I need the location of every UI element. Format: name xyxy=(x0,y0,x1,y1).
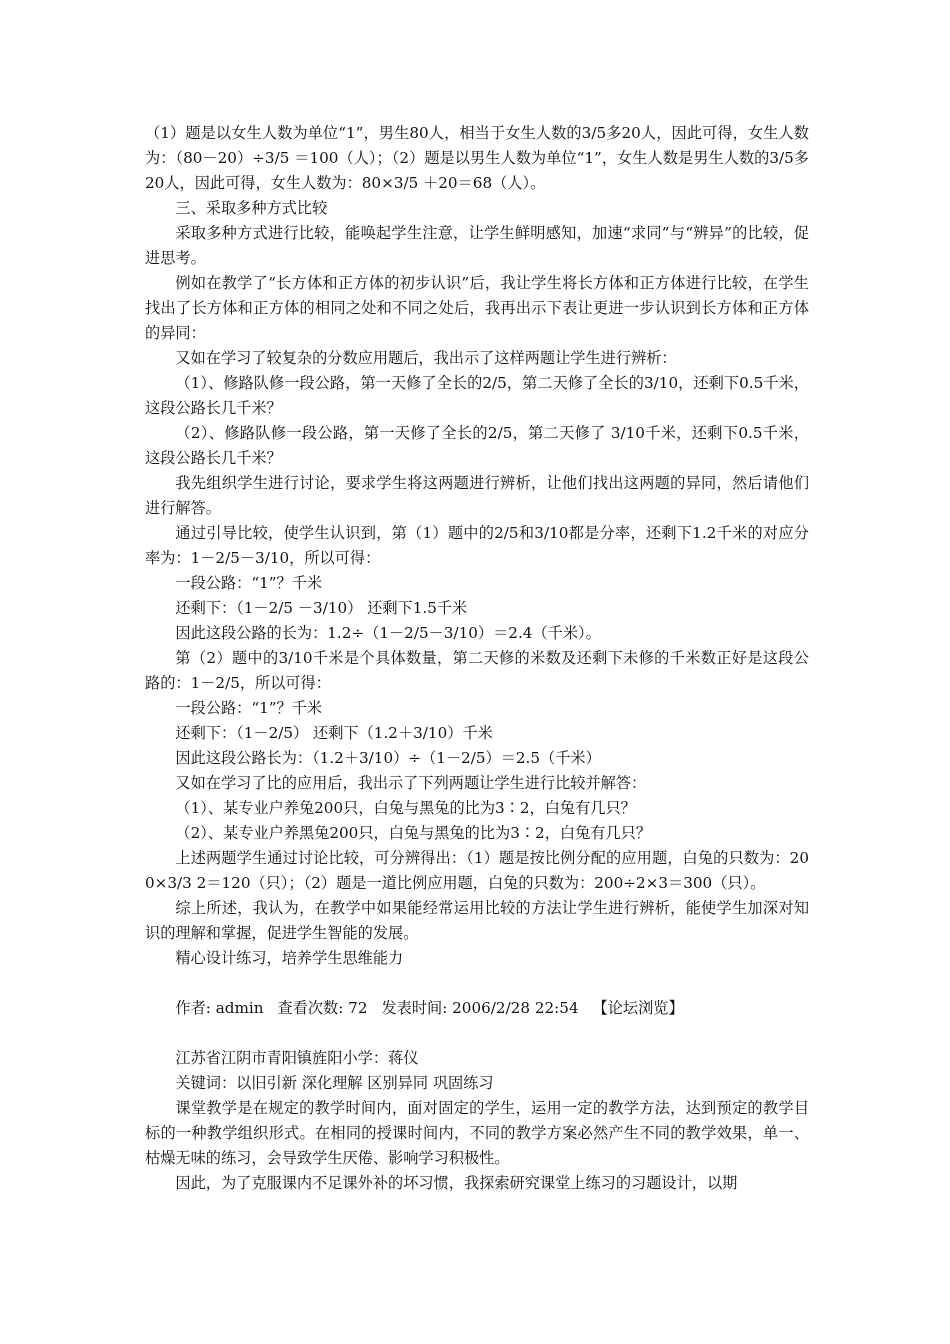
article-body-part1 xyxy=(145,121,809,971)
problem-statement: （1）、修路队修一段公路，第一天修了全长的2/5，第二天修了全长的3/10，还剩下0.5千米，这段公路长几千米？ xyxy=(145,374,809,417)
paragraph: 第（2）题中的3/10千米是个具体数量，第二天修的米数及还剩下未修的千米数正好是这段公路的：1－2/5，所以可得： xyxy=(145,649,809,692)
section-heading: 精心设计练习，培养学生思维能力 xyxy=(175,949,404,967)
article-body-part2 xyxy=(145,1046,809,1196)
keywords: 关键词：以旧引新 深化理解 区别异同 巩固练习 xyxy=(175,1074,494,1092)
paragraph: 采取多种方式进行比较，能唤起学生注意，让学生鲜明感知，加速“求同”与“辨异”的比较，促进思考。 xyxy=(145,224,809,267)
formula-line: 还剩下：（1－2/5 －3/10） 还剩下1.5千米 xyxy=(175,599,468,617)
blank-line xyxy=(145,1021,809,1046)
forum-browse-link[interactable]: 【论坛浏览】 xyxy=(592,999,684,1017)
paragraph: 上述两题学生通过讨论比较，可分辨得出：（1）题是按比例分配的应用题，白兔的只数为：200×3/3 2＝120（只）；（2）题是一道比例应用题，白兔的只数为：200÷2×3＝300（只）。 xyxy=(145,849,809,892)
paragraph: 通过引导比较，使学生认识到，第（1）题中的2/5和3/10都是分率，还剩下1.2千米的对应分率为：1－2/5－3/10，所以可得： xyxy=(145,524,809,567)
paragraph: 综上所述，我认为，在教学中如果能经常运用比较的方法让学生进行辨析，能使学生加深对知识的理解和掌握，促进学生智能的发展。 xyxy=(145,899,809,942)
problem-statement: （2）、修路队修一段公路，第一天修了全长的2/5，第二天修了 3/10千米，还剩下0.5千米，这段公路长几千米？ xyxy=(145,424,809,467)
author-affiliation: 江苏省江阴市青阳镇旌阳小学：蒋仪 xyxy=(175,1049,419,1067)
paragraph: 又如在学习了比的应用后，我出示了下列两题让学生进行比较并解答： xyxy=(175,774,647,792)
post-meta xyxy=(145,996,809,1021)
formula-line: 一段公路：“1”？千米 xyxy=(175,574,323,592)
paragraph: 我先组织学生进行讨论，要求学生将这两题进行辨析，让他们找出这两题的异同，然后请他们进行解答。 xyxy=(145,474,809,517)
view-count: 查看次数: 72 xyxy=(277,999,368,1017)
publish-time: 发表时间: 2006/2/28 22:54 xyxy=(381,999,579,1017)
document-page xyxy=(145,121,809,1196)
formula-line: 因此这段公路的长为：1.2÷（1－2/5－3/10）＝2.4（千米）。 xyxy=(175,624,601,642)
formula-line: 因此这段公路长为：（1.2＋3/10）÷（1－2/5）＝2.5（千米） xyxy=(175,749,601,767)
blank-line xyxy=(145,971,809,996)
author-label: 作者: admin xyxy=(175,999,264,1017)
paragraph: 课堂教学是在规定的教学时间内，面对固定的学生，运用一定的教学方法，达到预定的教学目标的一种教学组织形式。在相同的授课时间内，不同的教学方案必然产生不同的教学效果，单一、枯燥无味的练习，会导致学生厌倦、影响学习积极性。 xyxy=(145,1099,809,1167)
formula-line: 一段公路：“1”？千米 xyxy=(175,699,323,717)
paragraph: 例如在教学了“长方体和正方体的初步认识”后，我让学生将长方体和正方体进行比较，在学生找出了长方体和正方体的相同之处和不同之处后，我再出示下表让更进一步认识到长方体和正方体的异同： xyxy=(145,274,809,342)
problem-statement: （2）、某专业户养黑兔200只，白兔与黑兔的比为3∶2，白兔有几只？ xyxy=(175,824,652,842)
problem-statement: （1）、某专业户养兔200只，白兔与黑兔的比为3∶2，白兔有几只？ xyxy=(175,799,636,817)
paragraph: （1）题是以女生人数为单位“1”，男生80人，相当于女生人数的3/5多20人，因此可得，女生人数为：（80－20）÷3/5 ＝100（人）；（2）题是以男生人数为单位“1”，女生人数是男生人数的3/5多20人，因此可得，女生人数为：80×3/5 ＋20＝68（人）。 xyxy=(145,124,809,192)
section-heading: 三、采取多种方式比较 xyxy=(175,199,328,217)
formula-line: 还剩下：（1－2/5） 还剩下（1.2＋3/10）千米 xyxy=(175,724,493,742)
paragraph: 又如在学习了较复杂的分数应用题后，我出示了这样两题让学生进行辨析： xyxy=(175,349,677,367)
paragraph: 因此，为了克服课内不足课外补的坏习惯，我探索研究课堂上练习的习题设计，以期 xyxy=(175,1174,738,1192)
